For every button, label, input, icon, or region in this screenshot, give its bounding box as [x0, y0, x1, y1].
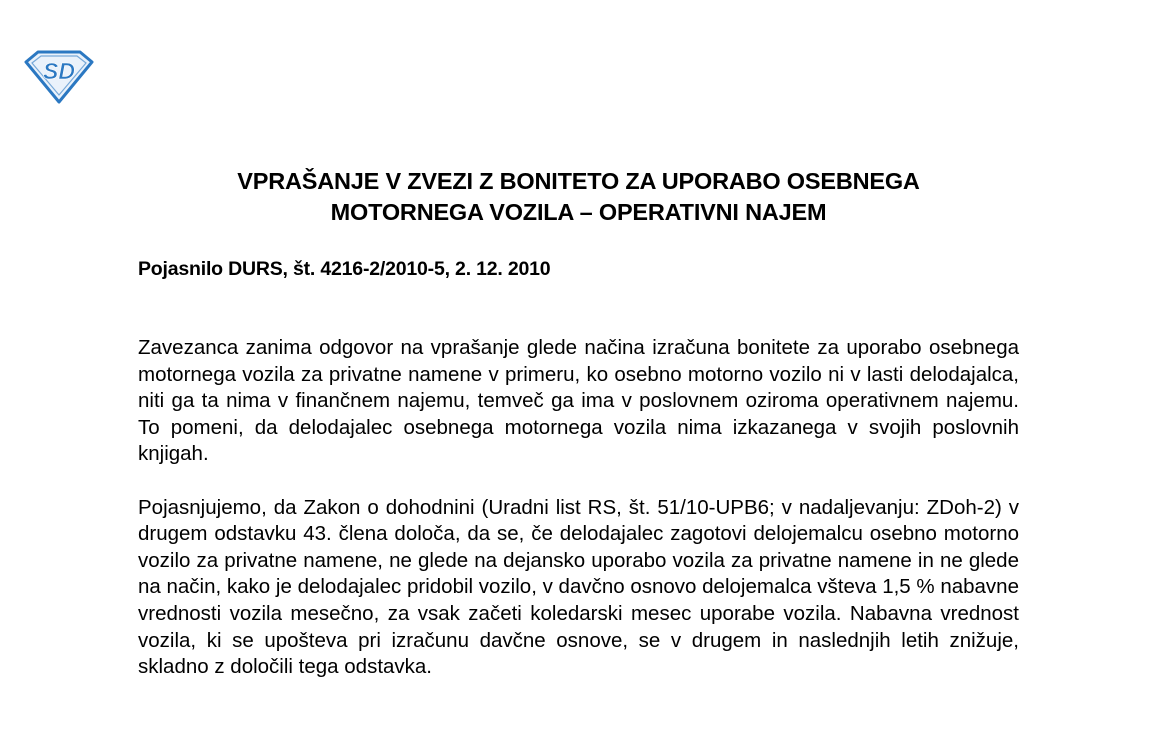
paragraph-1: Zavezanca zanima odgovor na vprašanje glede načina izračuna bonitete za uporabo osebnega motornega vozila za privatne namene v primeru, ko osebno motorno vozilo ni v lasti delodajalca, niti ga ta nima v finančnem najemu, temveč ga ima v poslovnem oziroma operativnem najemu. To pomeni, da delodajalec osebnega motornega vozila nima izkazanega v svojih poslovnih knjigah. — [138, 336, 1019, 466]
document-title-line-1: VPRAŠANJE V ZVEZI Z BONITETO ZA UPORABO OSEBNEGA — [237, 168, 920, 194]
logo-letters: SD — [43, 58, 75, 84]
document-subtitle: Pojasnilo DURS, št. 4216-2/2010-5, 2. 12. 2010 — [138, 258, 551, 280]
paragraph-2: Pojasnjujemo, da Zakon o dohodnini (Uradni list RS, št. 51/10-UPB6; v nadaljevanju: ZDoh-2) v drugem odstavku 43. člena določa, da se, če delodajalec zagotovi delojemalcu osebno motorno vozilo za privatne namene, ne glede na dejansko uporabo vozila za privatne namene in ne glede na način, kako je delodajalec pridobil vozilo, v davčno osnovo delojemalca všteva 1,5 % nabavne vrednosti vozila mesečno, za vsak začeti koledarski mesec uporabe vozila. Nabavna vrednost vozila, ki se upošteva pri izračunu davčne osnove, se v drugem in naslednjih letih znižuje, skladno z določili tega odstavka. — [138, 495, 1019, 679]
document-title — [140, 166, 1017, 228]
document-body — [138, 335, 1019, 707]
sd-shield-logo-icon — [22, 48, 96, 104]
document-title-line-2: MOTORNEGA VOZILA – OPERATIVNI NAJEM — [330, 199, 827, 225]
